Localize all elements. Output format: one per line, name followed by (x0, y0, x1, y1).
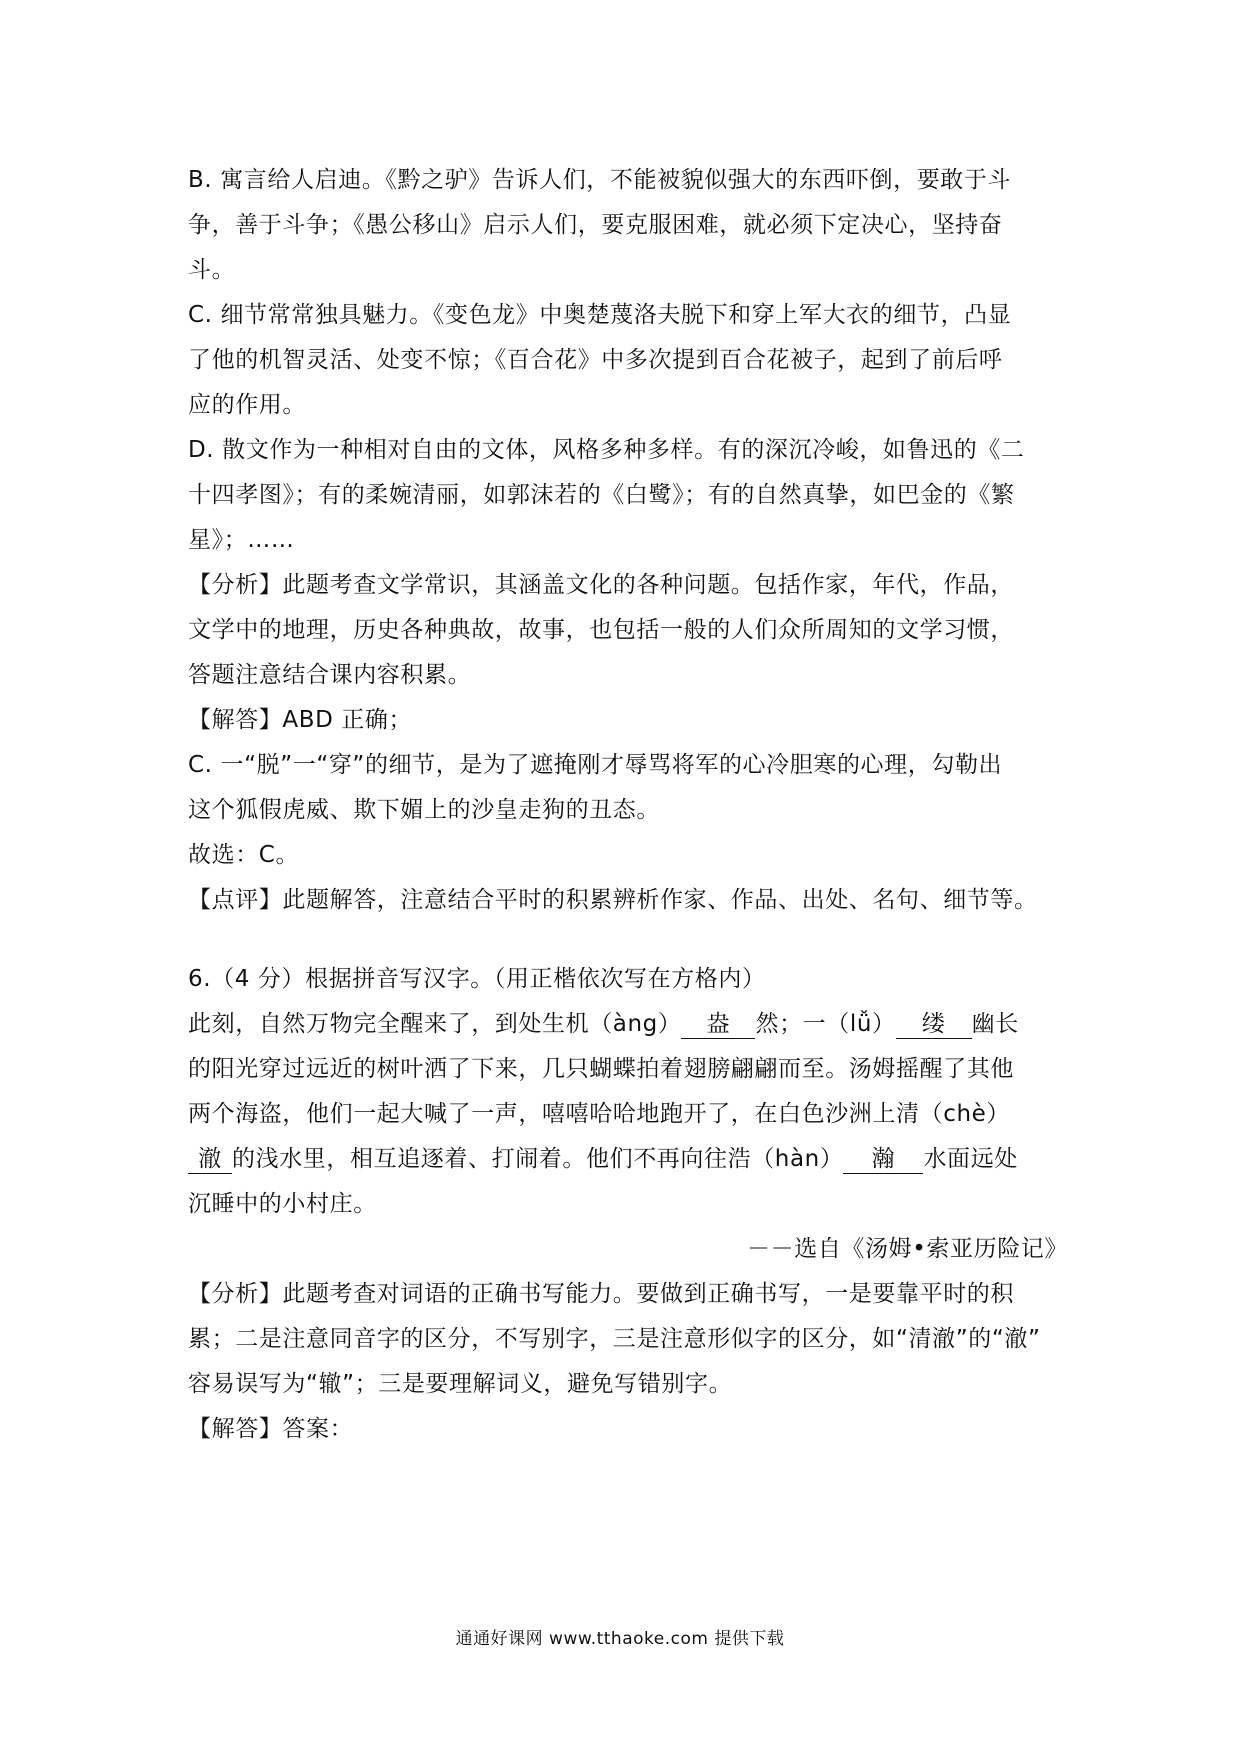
q6-source: －－选自《汤姆•索亚历险记》 (747, 1236, 1068, 1262)
option-b-line-1: B. 寓言给人启迪。《黔之驴》告诉人们，不能被貌似强大的东西吓倒，要敢于斗 (188, 167, 1012, 193)
option-c-line-3: 应的作用。 (188, 392, 306, 418)
q6-blank-3: 澈 (188, 1145, 232, 1174)
q6-answer: 【解答】答案： (188, 1416, 354, 1442)
q6-analysis-line-2: 累；二是注意同音字的区分，不写别字，三是注意形似字的区分，如“清澈”的“澈” (188, 1326, 1041, 1352)
q5-answer-line-3: 这个狐假虎威、欺下媚上的沙皇走狗的丑态。 (188, 797, 660, 823)
document-page (188, 158, 1068, 1452)
q6-text-1c: 幽长 (971, 1011, 1019, 1037)
q5-analysis-line-2: 文学中的地理，历史各种典故，故事，也包括一般的人们众所周知的文学习惯， (188, 617, 1014, 643)
q6-paragraph-line-2: 的阳光穿过远近的树叶洒了下来，几只蝴蝶拍着翅膀翩翩而至。汤姆摇醒了其他 (188, 1056, 1014, 1082)
option-c-line-2: 了他的机智灵活、处变不惊；《百合花》中多次提到百合花被子，起到了前后呼 (188, 347, 1003, 373)
option-b-line-2: 争，善于斗争；《愚公移山》启示人们，要克服困难，就必须下定决心，坚持奋 (188, 212, 1003, 238)
q6-blank-1: 盎 (681, 1010, 755, 1039)
q6-text-4b: 水面远处 (923, 1146, 1018, 1172)
q5-analysis-line-1: 【分析】此题考查文学常识，其涵盖文化的各种问题。包括作家，年代，作品， (188, 572, 1014, 598)
q6-paragraph-line-3: 两个海盗，他们一起大喊了一声，嘻嘻哈哈地跑开了，在白色沙洲上清（chè） (188, 1101, 1010, 1127)
option-d-line-1: D. 散文作为一种相对自由的文体，风格多种多样。有的深沉冷峻，如鲁迅的《二 (188, 437, 1025, 463)
q6-text-4a: 的浅水里，相互追逐着、打闹着。他们不再向往浩（hàn） (232, 1146, 844, 1172)
section-gap (188, 923, 1068, 957)
q6-text-1b: 然；一（lǚ） (755, 1011, 896, 1037)
q5-comment: 【点评】此题解答，注意结合平时的积累辨析作家、作品、出处、名句、细节等。 (188, 887, 1038, 913)
q6-blank-4: 瀚 (843, 1145, 923, 1174)
page-footer: 通通好课网 www.tthaoke.com 提供下载 (455, 1629, 785, 1649)
q5-answer-line-1: 【解答】ABD 正确； (188, 707, 413, 733)
q6-paragraph-line-5: 沉睡中的小村庄。 (188, 1191, 377, 1217)
option-d-line-2: 十四孝图》；有的柔婉清丽，如郭沫若的《白鹭》；有的自然真挚，如巴金的《繁 (188, 482, 1015, 508)
q6-title: 6.（4 分）根据拼音写汉字。（用正楷依次写在方格内） (188, 966, 766, 992)
q5-answer-line-2: C. 一“脱”一“穿”的细节，是为了遮掩刚才辱骂将军的心冷胆寒的心理，勾勒出 (188, 752, 1003, 778)
q5-answer-line-4: 故选：C。 (188, 842, 300, 868)
q6-paragraph-line-4 (188, 1137, 1068, 1182)
q6-analysis-line-3: 容易误写为“辙”；三是要理解词义，避免写错别字。 (188, 1371, 733, 1397)
option-d-line-3: 星》；…… (188, 527, 295, 553)
q6-paragraph-line-1 (188, 1002, 1068, 1047)
q6-analysis-line-1: 【分析】此题考查对词语的正确书写能力。要做到正确书写，一是要靠平时的积 (188, 1281, 1014, 1307)
option-c-line-1: C. 细节常常独具魅力。《变色龙》中奥楚蔑洛夫脱下和穿上军大衣的细节，凸显 (188, 302, 1012, 328)
q5-analysis-line-3: 答题注意结合课内容积累。 (188, 662, 472, 688)
option-b-line-3: 斗。 (188, 257, 236, 283)
q6-blank-2: 缕 (896, 1010, 972, 1039)
q6-text-1a: 此刻，自然万物完全醒来了，到处生机（àng） (188, 1011, 682, 1037)
